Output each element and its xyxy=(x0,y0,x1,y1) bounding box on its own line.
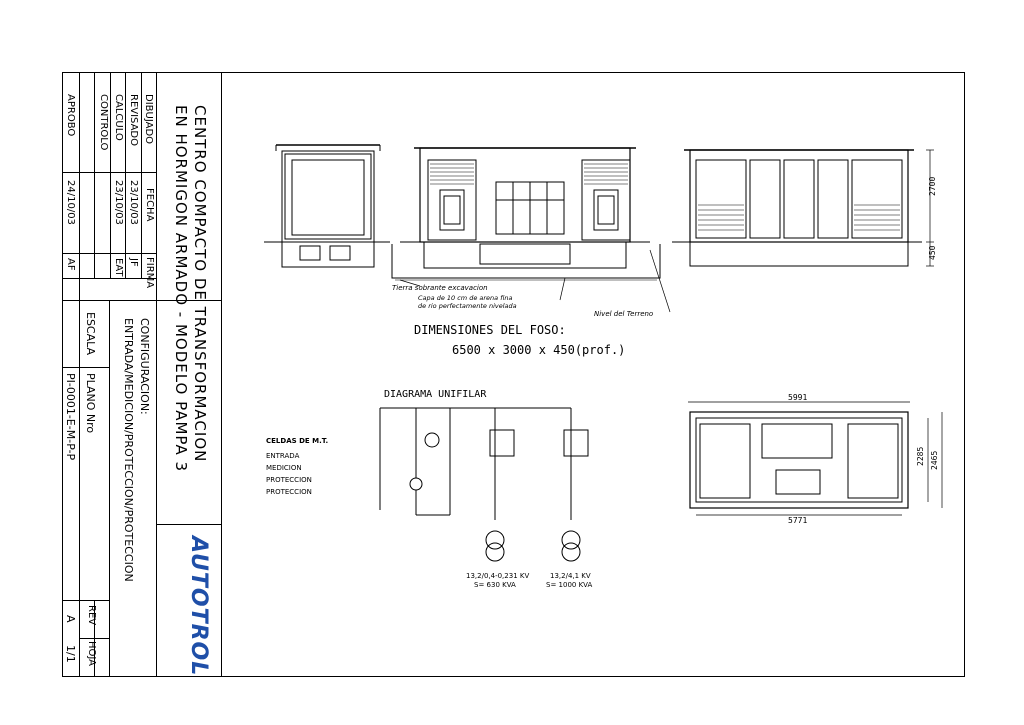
dim-top: 5991 xyxy=(788,393,808,402)
firma-header: FIRMA xyxy=(144,257,155,289)
fecha-header: FECHA xyxy=(144,188,155,222)
note-nivel: Nivel del Terreno xyxy=(594,310,654,318)
front-section xyxy=(400,148,650,268)
row-date: 23/10/03 xyxy=(113,180,124,225)
side-elevation xyxy=(264,145,390,267)
note-capa-2: de rio perfectamente nivelada xyxy=(418,302,517,310)
celdas-title: CELDAS DE M.T. xyxy=(266,437,329,445)
plan-view xyxy=(688,402,942,515)
row-sign: JF xyxy=(128,258,139,267)
hoja-value: 1/1 xyxy=(64,645,77,663)
dim-base: 450 xyxy=(928,245,937,260)
trafo2-power: S= 1000 KVA xyxy=(546,581,593,589)
row-role: CALCULO xyxy=(113,94,124,141)
fosa-title: DIMENSIONES DEL FOSO: xyxy=(414,323,566,337)
note-capa-1: Capa de 10 cm de arena fina xyxy=(418,294,513,302)
hoja-label: HOJA xyxy=(86,641,97,667)
plano-label: PLANO Nro xyxy=(84,373,97,434)
drawing-title-line2: EN HORMIGON ARMADO - MODELO PAMPA 3 xyxy=(172,105,190,473)
celda-item: ENTRADA xyxy=(266,452,300,460)
row-sign: EAT xyxy=(113,258,124,277)
note-tierra: Tierra sobrante excavacion xyxy=(392,284,488,292)
row-date: 23/10/03 xyxy=(128,180,139,225)
drawing-title-line1: CENTRO COMPACTO DE TRANSFORMACION xyxy=(191,105,209,463)
dim-height: 2700 xyxy=(928,176,937,196)
row-role: APROBO xyxy=(65,94,76,137)
row-date: 24/10/03 xyxy=(65,180,76,225)
trafo1-power: S= 630 KVA xyxy=(474,581,516,589)
rev-label: REV xyxy=(86,605,97,626)
rear-elevation xyxy=(672,150,934,266)
row-role: DIBUJADO xyxy=(143,94,154,145)
trafo2-ratio: 13,2/4,1 KV xyxy=(550,572,591,580)
fosa-dims: 6500 x 3000 x 450(prof.) xyxy=(452,343,626,357)
dim-outer: 2465 xyxy=(930,450,939,470)
row-role: CONTROLO xyxy=(98,94,109,151)
row-sign: AF xyxy=(65,258,76,271)
unifilar-title: DIAGRAMA UNIFILAR xyxy=(384,389,487,400)
trafo1-ratio: 13,2/0,4-0,231 KV xyxy=(466,572,530,580)
celda-item: PROTECCION xyxy=(266,488,312,496)
dim-inner: 2285 xyxy=(916,446,925,466)
escala-label: ESCALA xyxy=(84,312,97,356)
config-label: CONFIGURACION: xyxy=(138,318,151,415)
autotrol-logo: AUTOTROL xyxy=(186,536,211,677)
celda-item: PROTECCION xyxy=(266,476,312,484)
rev-value: A xyxy=(64,615,77,623)
single-line-diagram xyxy=(380,408,588,561)
config-value: ENTRADA/MEDICION/PROTECCION/PROTECCION xyxy=(122,318,135,582)
row-role: REVISADO xyxy=(128,94,139,147)
celda-item: MEDICION xyxy=(266,464,302,472)
plano-number: PI-0001-E-M-P-P xyxy=(64,373,77,461)
dim-bottom: 5771 xyxy=(788,516,808,525)
